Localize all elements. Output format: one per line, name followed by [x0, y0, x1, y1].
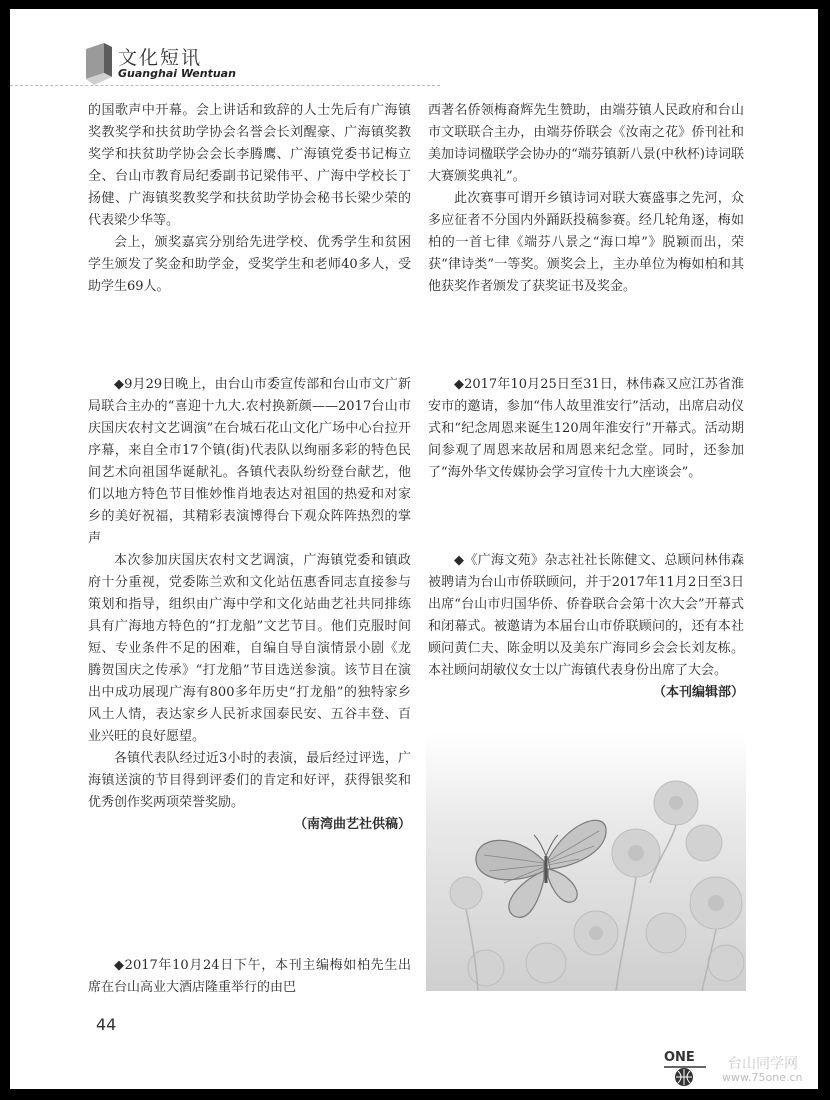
left-column-block-2	[88, 374, 411, 836]
festival-paragraph-3: 各镇代表队经过近3小时的表演，最后经过评选，广海镇送演的节目得到评委们的肯定和好评，获得银奖和优秀创作奖两项荣誉奖励。	[88, 751, 411, 810]
contest-paragraph: 此次赛事可谓开乡镇诗词对联大赛盛事之先河，众多应征者不分国内外踊跃投稿参赛。经几轮角逐，梅如柏的一首七律《端芬八景之“海口埠”》脱颖而出，荣获“律诗类”一等奖。颁奖会上，主办单位为梅如柏和其他获奖作者颁发了获奖证书及奖金。	[428, 191, 744, 294]
butterfly-flowers-image	[426, 733, 746, 991]
qiaolian-credit: （本刊编辑部）	[652, 685, 744, 700]
award-paragraph: 会上，颁奖嘉宾分别给先进学校、优秀学生和贫困学生颁发了奖金和助学金，受奖学生和老师40多人，受助学生69人。	[88, 235, 411, 294]
watermark-logo-text: ONE	[664, 1050, 695, 1065]
right-column-block-2	[428, 374, 744, 484]
page-number: 44	[96, 1015, 117, 1034]
right-column-block-1	[428, 100, 744, 298]
festival-paragraph-1: ◆9月29日晚上，由台山市委宣传部和台山市文广新局联合主办的“喜迎十九大.农村换新颜——2017台山市庆国庆农村文艺调演”在台城石花山文化广场中心台拉开序幕，来自全市17个镇(街)代表队以绚丽多彩的特色民间艺术向祖国华诞献礼。各镇代表队纷纷登台献艺，他们以地方特色节目惟妙惟肖地表达对祖国的热爱和对家乡的美好祝福，其精彩表演博得台下观众阵阵热烈的掌声	[88, 377, 411, 546]
festival-paragraph-2: 本次参加庆国庆农村文艺调演，广海镇党委和镇政府十分重视，党委陈兰欢和文化站伍惠香同志直接参与策划和指导，组织由广海中学和文化站曲艺社共同排练具有广海地方特色的“打龙船”文艺节目。他们克服时间短、专业条件不足的困难，自编自导自演情景小剧《龙腾贺国庆之传承》“打龙船”节目选送参演。该节目在演出中成功展现广海有800多年历史“打龙船”的独特家乡风土人情，表达家乡人民祈求国泰民安、五谷丰登、百业兴旺的良好愿望。	[88, 553, 411, 744]
header-divider	[10, 85, 440, 86]
magazine-page	[10, 9, 818, 1089]
ceremony-paragraph-cont: 西著名侨领梅裔辉先生赞助，由端芬镇人民政府和台山市文联联合主办，由端芬侨联会《汝南之花》侨刊社和美加诗词楹联学会协办的“端芬镇新八景(中秋杯)诗词联大赛颁奖典礼”。	[428, 103, 744, 184]
section-title: 文化短讯	[118, 47, 203, 69]
left-column-block-3	[88, 955, 411, 999]
huaian-paragraph: ◆2017年10月25日至31日，林伟森又应江苏省淮安市的邀请，参加“伟人故里淮安行”活动，出席启动仪式和“纪念周恩来诞生120周年淮安行”开幕式。活动期间参观了周恩来故居和周恩来纪念堂。同时，还参加了“海外华文传媒协会学习宣传十九大座谈会”。	[428, 377, 744, 480]
section-logo-icon	[86, 43, 112, 87]
left-column-block-1	[88, 100, 411, 298]
qiaolian-paragraph: ◆《广海文苑》杂志社社长陈健文、总顾问林伟森被聘请为台山市侨联顾问，并于2017年11月2日至3日出席“台山市归国华侨、侨眷联合会第十次大会”开幕式和闭幕式。被邀请为本届台山市侨联顾问的，还有本社顾问黄仁夫、陈金明以及美东广海同乡会会长刘友栋。本社顾问胡敏仪女士以广海镇代表身份出席了大会。	[428, 553, 744, 678]
festival-credit: （南湾曲艺社供稿）	[293, 817, 411, 832]
section-subtitle: Guanghai Wentuan	[118, 67, 236, 80]
intro-paragraph: 的国歌声中开幕。会上讲话和致辞的人士先后有广海镇奖教奖学和扶贫助学协会名誉会长刘醒豪、广海镇奖教奖学和扶贫助学协会会长李腾鹰、广海镇党委书记梅立全、台山市教育局纪委副书记梁伟平、广海中学校长丁扬健、广海镇奖教奖学和扶贫助学协会秘书长梁少荣的代表梁少华等。	[88, 103, 411, 228]
watermark-url: www.75one.cn	[722, 1071, 803, 1084]
ceremony-paragraph-start: ◆2017年10月24日下午，本刊主编梅如柏先生出席在台山高业大酒店隆重举行的由巴	[88, 958, 411, 995]
right-column-block-3	[428, 550, 744, 704]
watermark-site-name: 台山同学网	[728, 1056, 798, 1072]
